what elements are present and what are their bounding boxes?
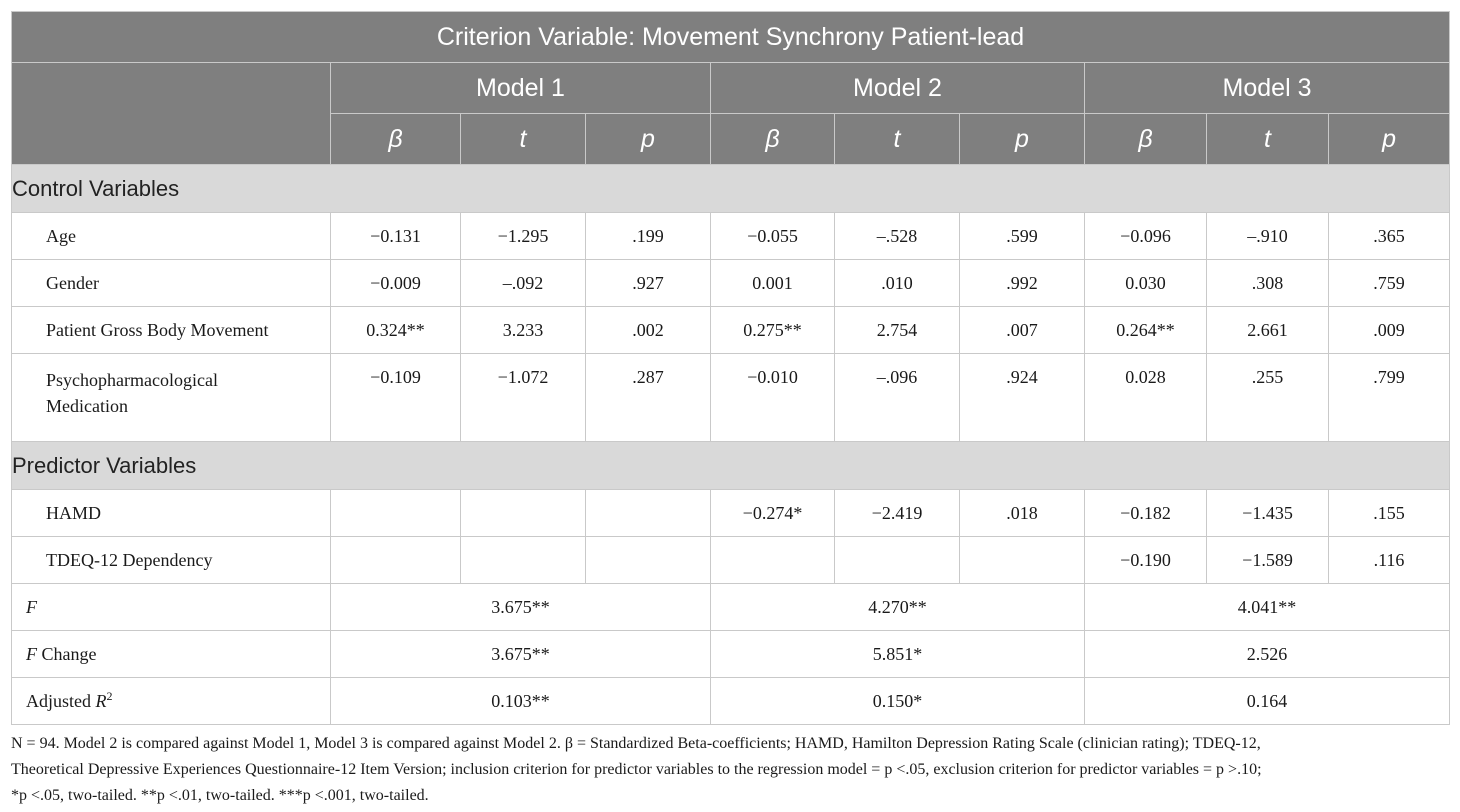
row-label: Patient Gross Body Movement [12,307,331,354]
row-label: Age [12,213,331,260]
table-cell: .009 [1329,307,1450,354]
table-cell: –.092 [461,260,586,307]
summary-label [12,584,331,631]
table-cell: .799 [1329,354,1450,442]
summary-label-italic: R [95,690,107,711]
table-cell: .010 [835,260,960,307]
summary-cell: 0.103** [331,678,711,725]
row-label [12,354,331,442]
table-cell: .992 [960,260,1085,307]
p-header: p [1329,114,1450,165]
table-cell: 0.264** [1085,307,1207,354]
table-row [12,490,1450,537]
table-cell: –.910 [1207,213,1329,260]
table-cell [331,490,461,537]
table-row [12,354,1450,442]
t-header: t [835,114,960,165]
model-3-header: Model 3 [1085,63,1450,114]
table-cell: .199 [586,213,711,260]
regression-table [11,11,1450,725]
section-row [12,165,1450,213]
summary-label-superscript: 2 [106,688,113,703]
beta-header: β [711,114,835,165]
summary-row [12,678,1450,725]
summary-label [12,678,331,725]
table-cell: 2.754 [835,307,960,354]
table-cell: .116 [1329,537,1450,584]
summary-cell: 0.164 [1085,678,1450,725]
table-cell [461,537,586,584]
summary-label-italic: F [26,643,37,664]
table-cell: 3.233 [461,307,586,354]
table-cell: −0.190 [1085,537,1207,584]
summary-row [12,584,1450,631]
table-cell: .759 [1329,260,1450,307]
table-cell: −0.109 [331,354,461,442]
table-cell: 0.275** [711,307,835,354]
summary-cell: 4.270** [711,584,1085,631]
summary-cell: 3.675** [331,584,711,631]
p-header: p [960,114,1085,165]
table-cell: .002 [586,307,711,354]
table-cell: .007 [960,307,1085,354]
table-row [12,307,1450,354]
table-cell: −1.435 [1207,490,1329,537]
row-label-line: Medication [46,396,128,416]
model-1-header: Model 1 [331,63,711,114]
table-cell: −1.589 [1207,537,1329,584]
p-header: p [586,114,711,165]
summary-row [12,631,1450,678]
row-label-line: Psychopharmacological [46,370,218,390]
footnote-line: Theoretical Depressive Experiences Questionnaire-12 Item Version; inclusion criterion for predictor variables to the regression model = p <.05, exclusion criterion for predictor variables = p >.10; [11,761,1262,778]
summary-cell: 0.150* [711,678,1085,725]
summary-label-rest: Change [37,643,97,664]
table-cell: –.096 [835,354,960,442]
table-cell: −0.131 [331,213,461,260]
table-cell: −0.055 [711,213,835,260]
table-cell [331,537,461,584]
footnote-line: N = 94. Model 2 is compared against Model 1, Model 3 is compared against Model 2. β = Standardized Beta-coefficients; HAMD, Hamilton Depression Rating Scale (clinician rating); TDEQ-12, [11,735,1261,752]
table-cell: .155 [1329,490,1450,537]
table-cell: 0.030 [1085,260,1207,307]
table-cell: 2.661 [1207,307,1329,354]
t-header: t [1207,114,1329,165]
summary-label-italic: F [26,596,37,617]
table-cell: −2.419 [835,490,960,537]
section-row [12,442,1450,490]
table-cell [586,537,711,584]
model-2-header: Model 2 [711,63,1085,114]
table-cell: −1.295 [461,213,586,260]
table-cell: .924 [960,354,1085,442]
table-cell: −1.072 [461,354,586,442]
table-cell [711,537,835,584]
summary-label-pre: Adjusted [26,690,96,711]
table-cell: 0.324** [331,307,461,354]
table-cell: 0.028 [1085,354,1207,442]
table-footnote [11,731,1451,809]
beta-header: β [331,114,461,165]
t-header: t [461,114,586,165]
table-cell: .018 [960,490,1085,537]
table-cell: .255 [1207,354,1329,442]
table-cell: .287 [586,354,711,442]
table-cell: .927 [586,260,711,307]
row-label: TDEQ-12 Dependency [12,537,331,584]
table-cell: 0.001 [711,260,835,307]
table-cell: −0.274* [711,490,835,537]
summary-cell: 5.851* [711,631,1085,678]
table-row [12,537,1450,584]
table-cell: −0.010 [711,354,835,442]
regression-table-figure [11,11,1449,809]
beta-header: β [1085,114,1207,165]
row-label: HAMD [12,490,331,537]
table-cell [461,490,586,537]
summary-cell: 3.675** [331,631,711,678]
table-cell [960,537,1085,584]
table-cell: −0.009 [331,260,461,307]
table-cell: −0.182 [1085,490,1207,537]
summary-label [12,631,331,678]
table-cell: .365 [1329,213,1450,260]
table-row [12,213,1450,260]
table-cell: .308 [1207,260,1329,307]
predictor-variables-heading: Predictor Variables [12,442,1450,490]
table-cell: –.528 [835,213,960,260]
table-cell [835,537,960,584]
row-label: Gender [12,260,331,307]
table-cell [586,490,711,537]
table-row [12,260,1450,307]
table-cell: .599 [960,213,1085,260]
table-title: Criterion Variable: Movement Synchrony Patient-lead [12,12,1450,63]
footnote-line: *p <.05, two-tailed. **p <.01, two-tailed. ***p <.001, two-tailed. [11,787,429,804]
summary-cell: 4.041** [1085,584,1450,631]
table-cell: −0.096 [1085,213,1207,260]
control-variables-heading: Control Variables [12,165,1450,213]
header-corner [12,63,331,165]
summary-cell: 2.526 [1085,631,1450,678]
